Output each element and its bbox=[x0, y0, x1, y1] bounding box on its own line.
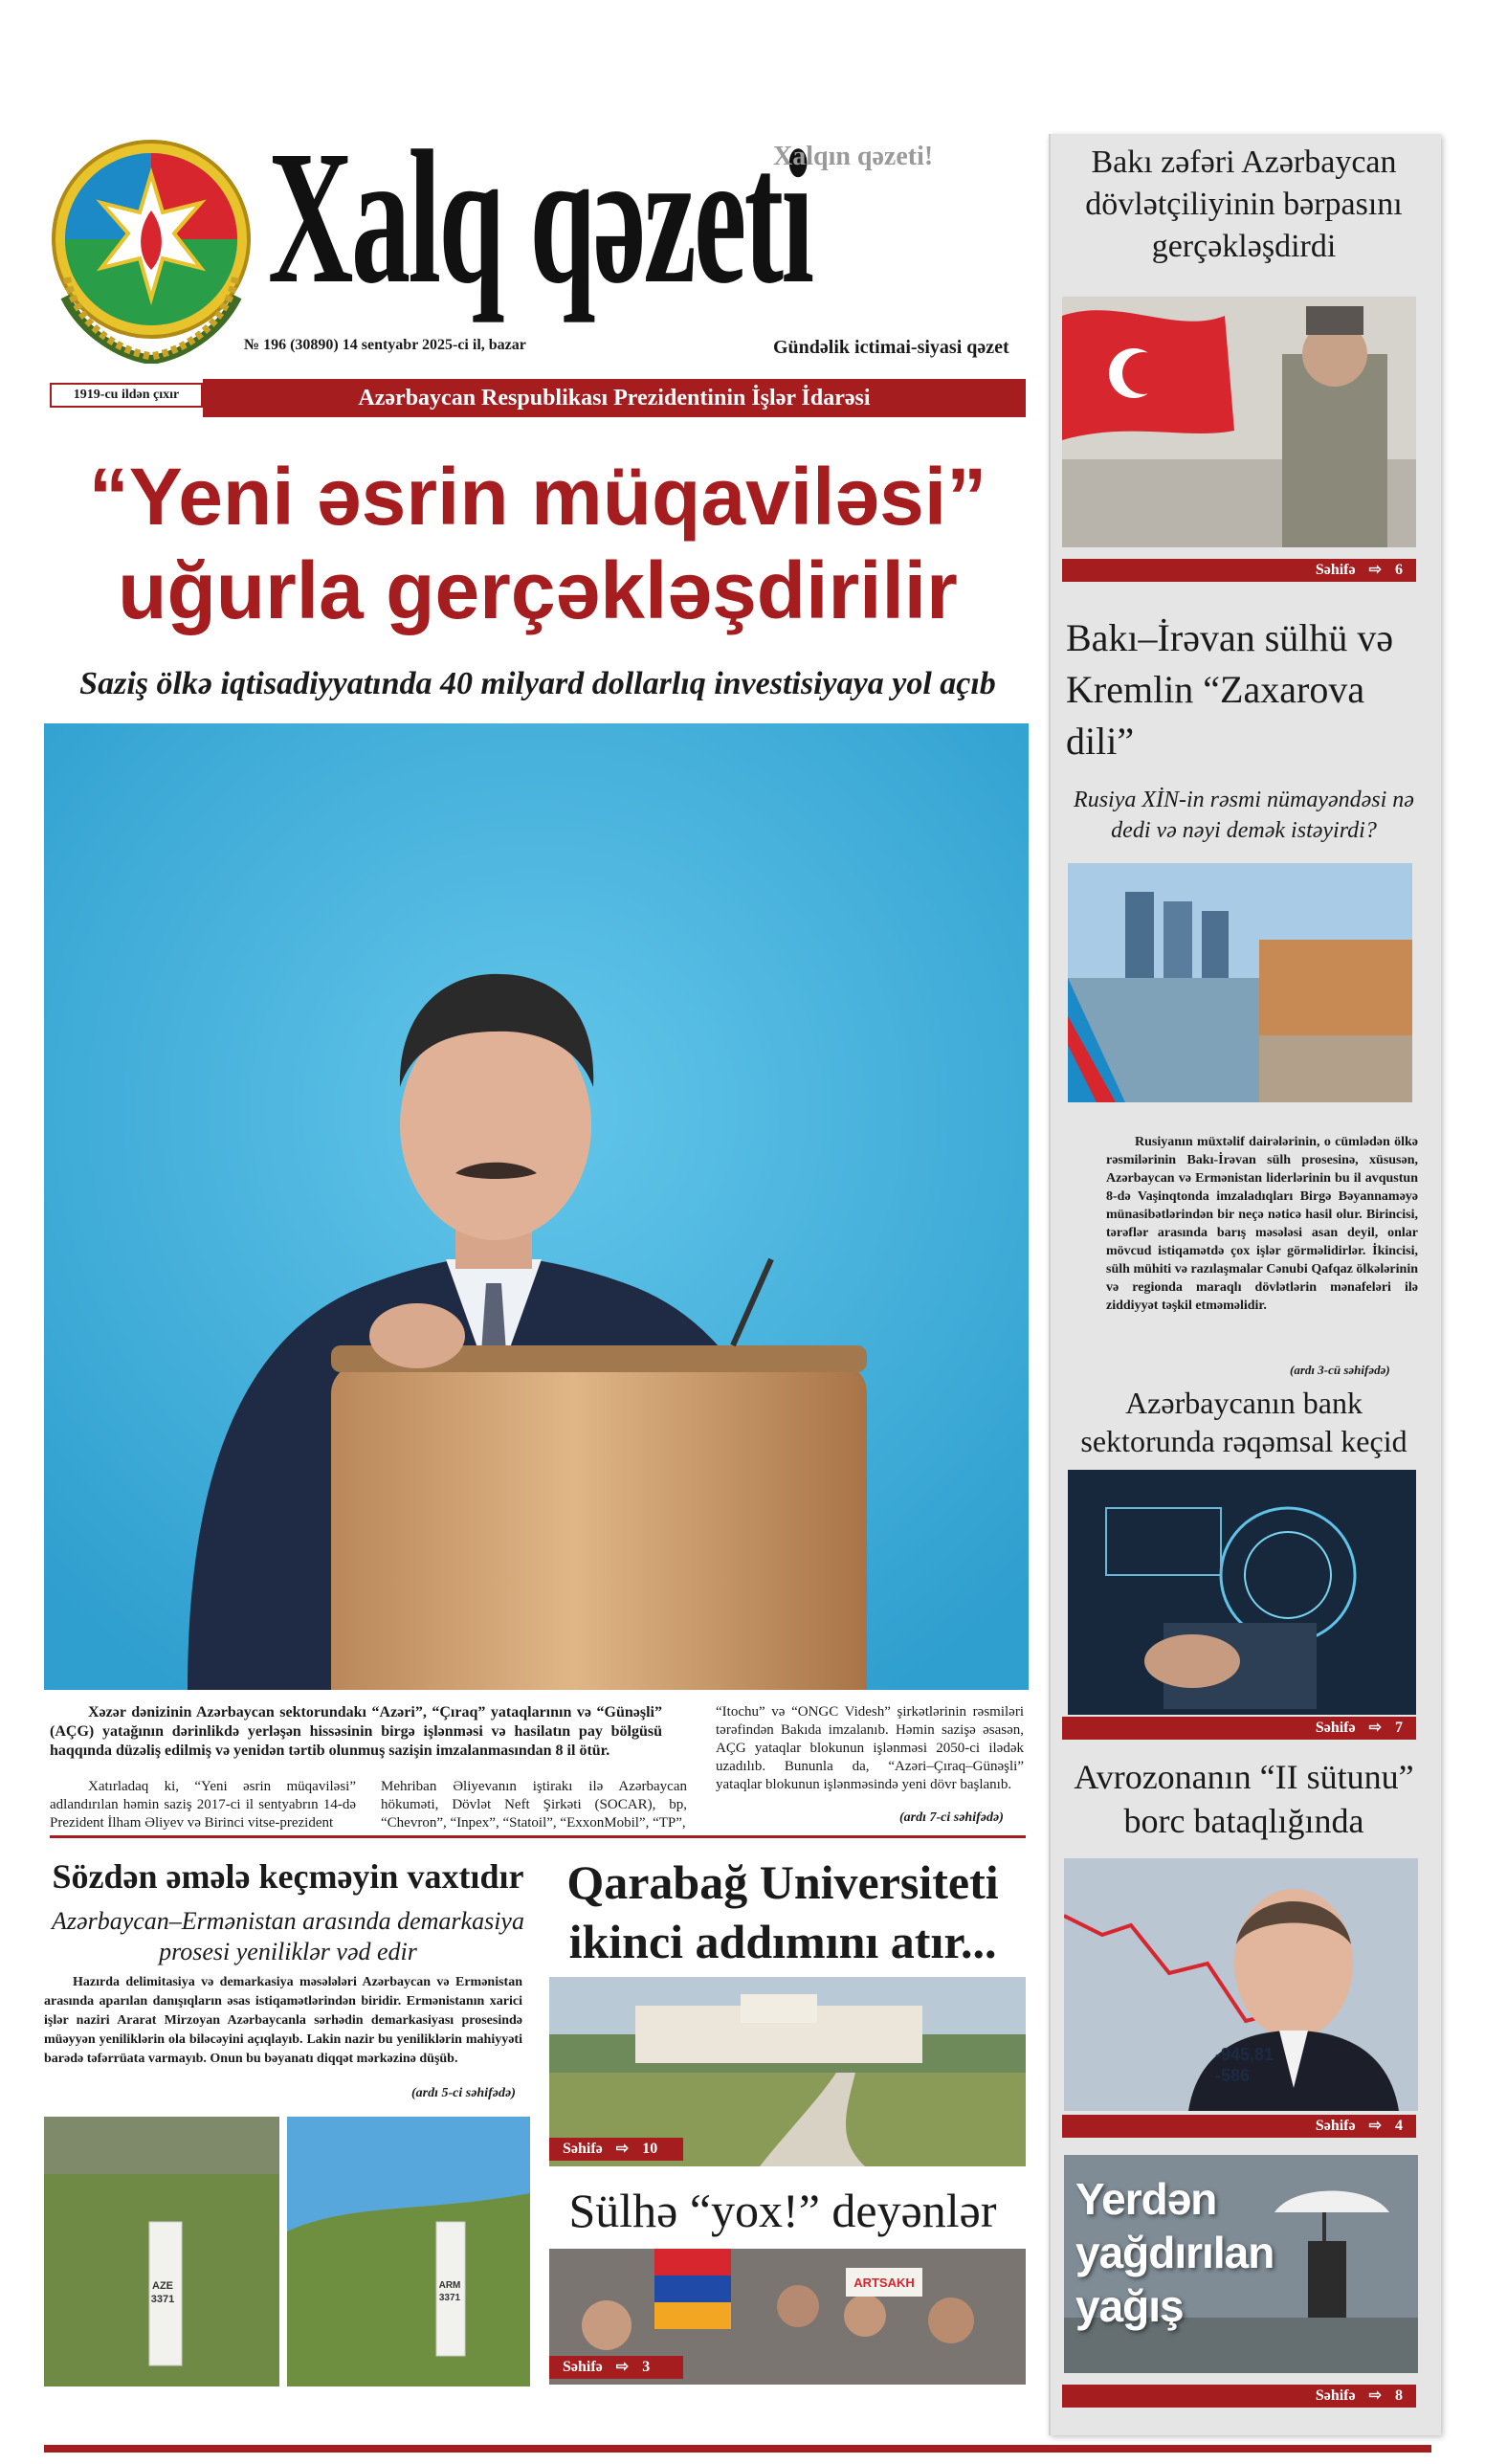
sulh-headline[interactable]: Sülhə “yox!” deyənlər bbox=[568, 2184, 997, 2237]
marker-text: ARM bbox=[438, 2280, 461, 2291]
page-label: Səhifə bbox=[563, 2141, 603, 2157]
sidebar-2-body: Rusiyanın müxtəlif dairələrinin, o cümlədən ölkə rəsmilərinin Bakı-İrəvan sülh prosesinə, xüsusən, Azərbaycan və Ermənistan liderlərinin bu il avqustun 8-də Vaşinqtonda imzaladıqları Birgə Bəyannaməyə münasibətlərindən bir neçə nəticə hasil olur. Birincisi, tərəflər arasında barış məsələsi asan deyil, onlar mövcud istiqamətdə çox işlər görməlidirlər. İkincisi, sülh mühiti və razılaşmalar Cənubi Qafqaz ölkələrinin və regionda maraqlı dövlətlərin mənafeləri ilə ziddiyyət təşkil etməməlidir. bbox=[1106, 1135, 1418, 1313]
soz-body: Hazırda delimitasiya və demarkasiya məsələləri Azərbaycan və Ermənistan arasında aparılan danışıqların əsas istiqamətlərindən biridir. Ermənistanın xarici işlər naziri Ararat Mirzoyan Azərbaycanla sərhədin demarkasiyası prosesində müəyyən yeniliklərin ola biləcəyini açıqlayıb. Lakin nazir bu yeniliklərin mahiyyəti barədə təfərrüata varmayıb. Onun bu bəyanatı diqqət mərkəzinə düşüb. bbox=[44, 1975, 522, 2066]
arrow-right-icon: ⇨ bbox=[1368, 2118, 1382, 2134]
sidebar-3-page-tag[interactable] bbox=[1062, 1717, 1416, 1740]
main-lead: Xəzər dənizinin Azərbaycan sektorundakı “Azəri”, “Çıraq” yataqlarının və “Günəşli” (AÇG) yatağının dərinlikdə yerləşən hissəsinin birgə işlənməsi və hasilatın pay bölgüsü haqqında düzəliş edilmiş və yenidən tərtib olunmuş sazişin imzalanmasından 8 il ötür. bbox=[50, 1704, 662, 1759]
main-continued[interactable]: (ardı 7-ci səhifədə) bbox=[899, 1810, 1004, 1825]
paper-genre: Gündəlik ictimai-siyasi qəzet bbox=[773, 337, 1009, 358]
sidebar-5-page-tag[interactable] bbox=[1062, 2385, 1416, 2408]
page-number: 4 bbox=[1395, 2118, 1403, 2134]
sidebar-1-page-tag[interactable] bbox=[1062, 559, 1416, 582]
arrow-right-icon: ⇨ bbox=[1368, 562, 1382, 578]
since-badge: 1919-cu ildən çıxır bbox=[50, 383, 203, 408]
marker-number: 3371 bbox=[438, 2293, 461, 2303]
sidebar-5-headline-line1: Yerdən bbox=[1075, 2174, 1217, 2224]
page-label: Səhifə bbox=[563, 2359, 603, 2375]
page-number: 8 bbox=[1395, 2387, 1403, 2404]
sidebar-5-headline-line2: yağdırılan bbox=[1075, 2228, 1274, 2277]
state-emblem bbox=[46, 134, 256, 364]
main-headline[interactable] bbox=[50, 450, 1026, 637]
publisher-bar: Azərbaycan Respublikası Prezidentinin İşlər İdarəsi bbox=[203, 379, 1026, 417]
chart-readout bbox=[1215, 2044, 1274, 2086]
main-column-2: Mehriban Əliyevanın iştirakı ilə Azərbaycan hökuməti, Dövlət Neft Şirkəti (SOCAR), bp, “Chevron”, “Inpex”, “Statoil”, “ExxonMobil”, “TP”, bbox=[381, 1779, 687, 1831]
marker-number: 3371 bbox=[150, 2294, 175, 2305]
main-column-1: Xatırladaq ki, “Yeni əsrin müqaviləsi” adlandırılan həmin saziş 2017-ci il sentyabrın 14-də Prezident İlham Əliyev və Birinci vitse-prezident bbox=[50, 1779, 356, 1831]
soz-headline[interactable]: Sözdən əmələ keçməyin vaxtıdır bbox=[52, 1857, 524, 1896]
border-marker-aze bbox=[147, 2279, 178, 2306]
sidebar-5-headline-line3: yağış bbox=[1075, 2281, 1184, 2331]
divider bbox=[50, 1835, 1026, 1838]
main-column-3: “Itochu” və “ONGC Videsh” şirkətlərinin rəsmiləri tərəfindən Bakıda imzalanıb. Həmin sazişə əsasən, AÇG yataqlar blokunun işlənməsi 2050-ci ilədək uzadılıb. Bununla da, “Azəri–Çıraq–Günəşli” yataqlar blokunun işlənməsində yeni dövr başlanıb. bbox=[716, 1704, 1024, 1792]
sidebar-4-headline[interactable]: Avrozonanın “II sütunu” borc bataqlığında bbox=[1074, 1758, 1414, 1840]
bottom-divider bbox=[44, 2445, 1431, 2453]
arrow-right-icon: ⇨ bbox=[615, 2359, 630, 2375]
sidebar-2-headline[interactable]: Bakı–İrəvan sülhü və Kremlin “Zaxarova dili” bbox=[1066, 616, 1394, 763]
main-headline-line2: uğurla gerçəkləşdirilir bbox=[118, 545, 958, 635]
sidebar-2-subheadline: Rusiya XİN-in rəsmi nümayəndəsi nə dedi və nəyi demək istəyirdi? bbox=[1074, 788, 1414, 843]
border-markers-photo bbox=[44, 2117, 530, 2386]
arrow-right-icon: ⇨ bbox=[1368, 1720, 1382, 1736]
arrow-right-icon: ⇨ bbox=[1368, 2387, 1382, 2404]
sidebar-5-headline[interactable] bbox=[1075, 2172, 1274, 2333]
qarabag-page-tag[interactable] bbox=[549, 2138, 683, 2161]
page-number: 3 bbox=[642, 2359, 651, 2375]
soz-subheadline: Azərbaycan–Ermənistan arasında demarkasiya prosesi yeniliklər vəd edir bbox=[52, 1907, 524, 1965]
chart-value: -586 bbox=[1215, 2066, 1251, 2085]
masthead-slogan: Xalqın qəzeti! bbox=[773, 142, 934, 171]
chart-value: -945,81 bbox=[1215, 2045, 1274, 2064]
sidebar-1-headline[interactable]: Bakı zəfəri Azərbaycan dövlətçiliyinin bərpasını gerçəkləşdirdi bbox=[1085, 144, 1403, 264]
main-subheadline: Saziş ölkə iqtisadiyyatında 40 milyard dollarlıq investisiyaya yol açıb bbox=[79, 666, 996, 701]
protest-sign: ARTSAKH bbox=[853, 2275, 915, 2290]
arrow-right-icon: ⇨ bbox=[615, 2141, 630, 2157]
sidebar-2-continued[interactable]: (ardı 3-cü səhifədə) bbox=[1290, 1363, 1390, 1377]
page-label: Səhifə bbox=[1315, 1720, 1356, 1736]
page-number: 7 bbox=[1395, 1720, 1403, 1736]
page-label: Səhifə bbox=[1315, 562, 1356, 578]
soz-continued[interactable]: (ardı 5-ci səhifədə) bbox=[411, 2086, 516, 2100]
sidebar-3-headline[interactable]: Azərbaycanın bank sektorunda rəqəmsal keçid bbox=[1080, 1386, 1407, 1458]
main-photo bbox=[44, 723, 1029, 1690]
baku-yerevan-photo bbox=[1068, 863, 1412, 1102]
page-label: Səhifə bbox=[1315, 2118, 1356, 2134]
sidebar-4-page-tag[interactable] bbox=[1062, 2115, 1416, 2138]
masthead-title: Xalq qəzeti bbox=[268, 112, 812, 323]
sulh-page-tag[interactable] bbox=[549, 2356, 683, 2379]
historic-photo bbox=[1062, 297, 1416, 547]
issue-info: № 196 (30890) 14 sentyabr 2025-ci il, bazar bbox=[244, 337, 526, 353]
main-headline-line1: “Yeni əsrin müqaviləsi” bbox=[88, 452, 987, 542]
qarabag-headline[interactable]: Qarabağ Universiteti ikinci addımını atır... bbox=[566, 1855, 999, 1968]
marker-text: AZE bbox=[152, 2280, 173, 2292]
page-label: Səhifə bbox=[1315, 2387, 1356, 2404]
border-marker-arm bbox=[436, 2279, 463, 2304]
page-number: 10 bbox=[642, 2141, 658, 2157]
page-number: 6 bbox=[1395, 562, 1403, 578]
digital-banking-photo bbox=[1068, 1470, 1416, 1715]
